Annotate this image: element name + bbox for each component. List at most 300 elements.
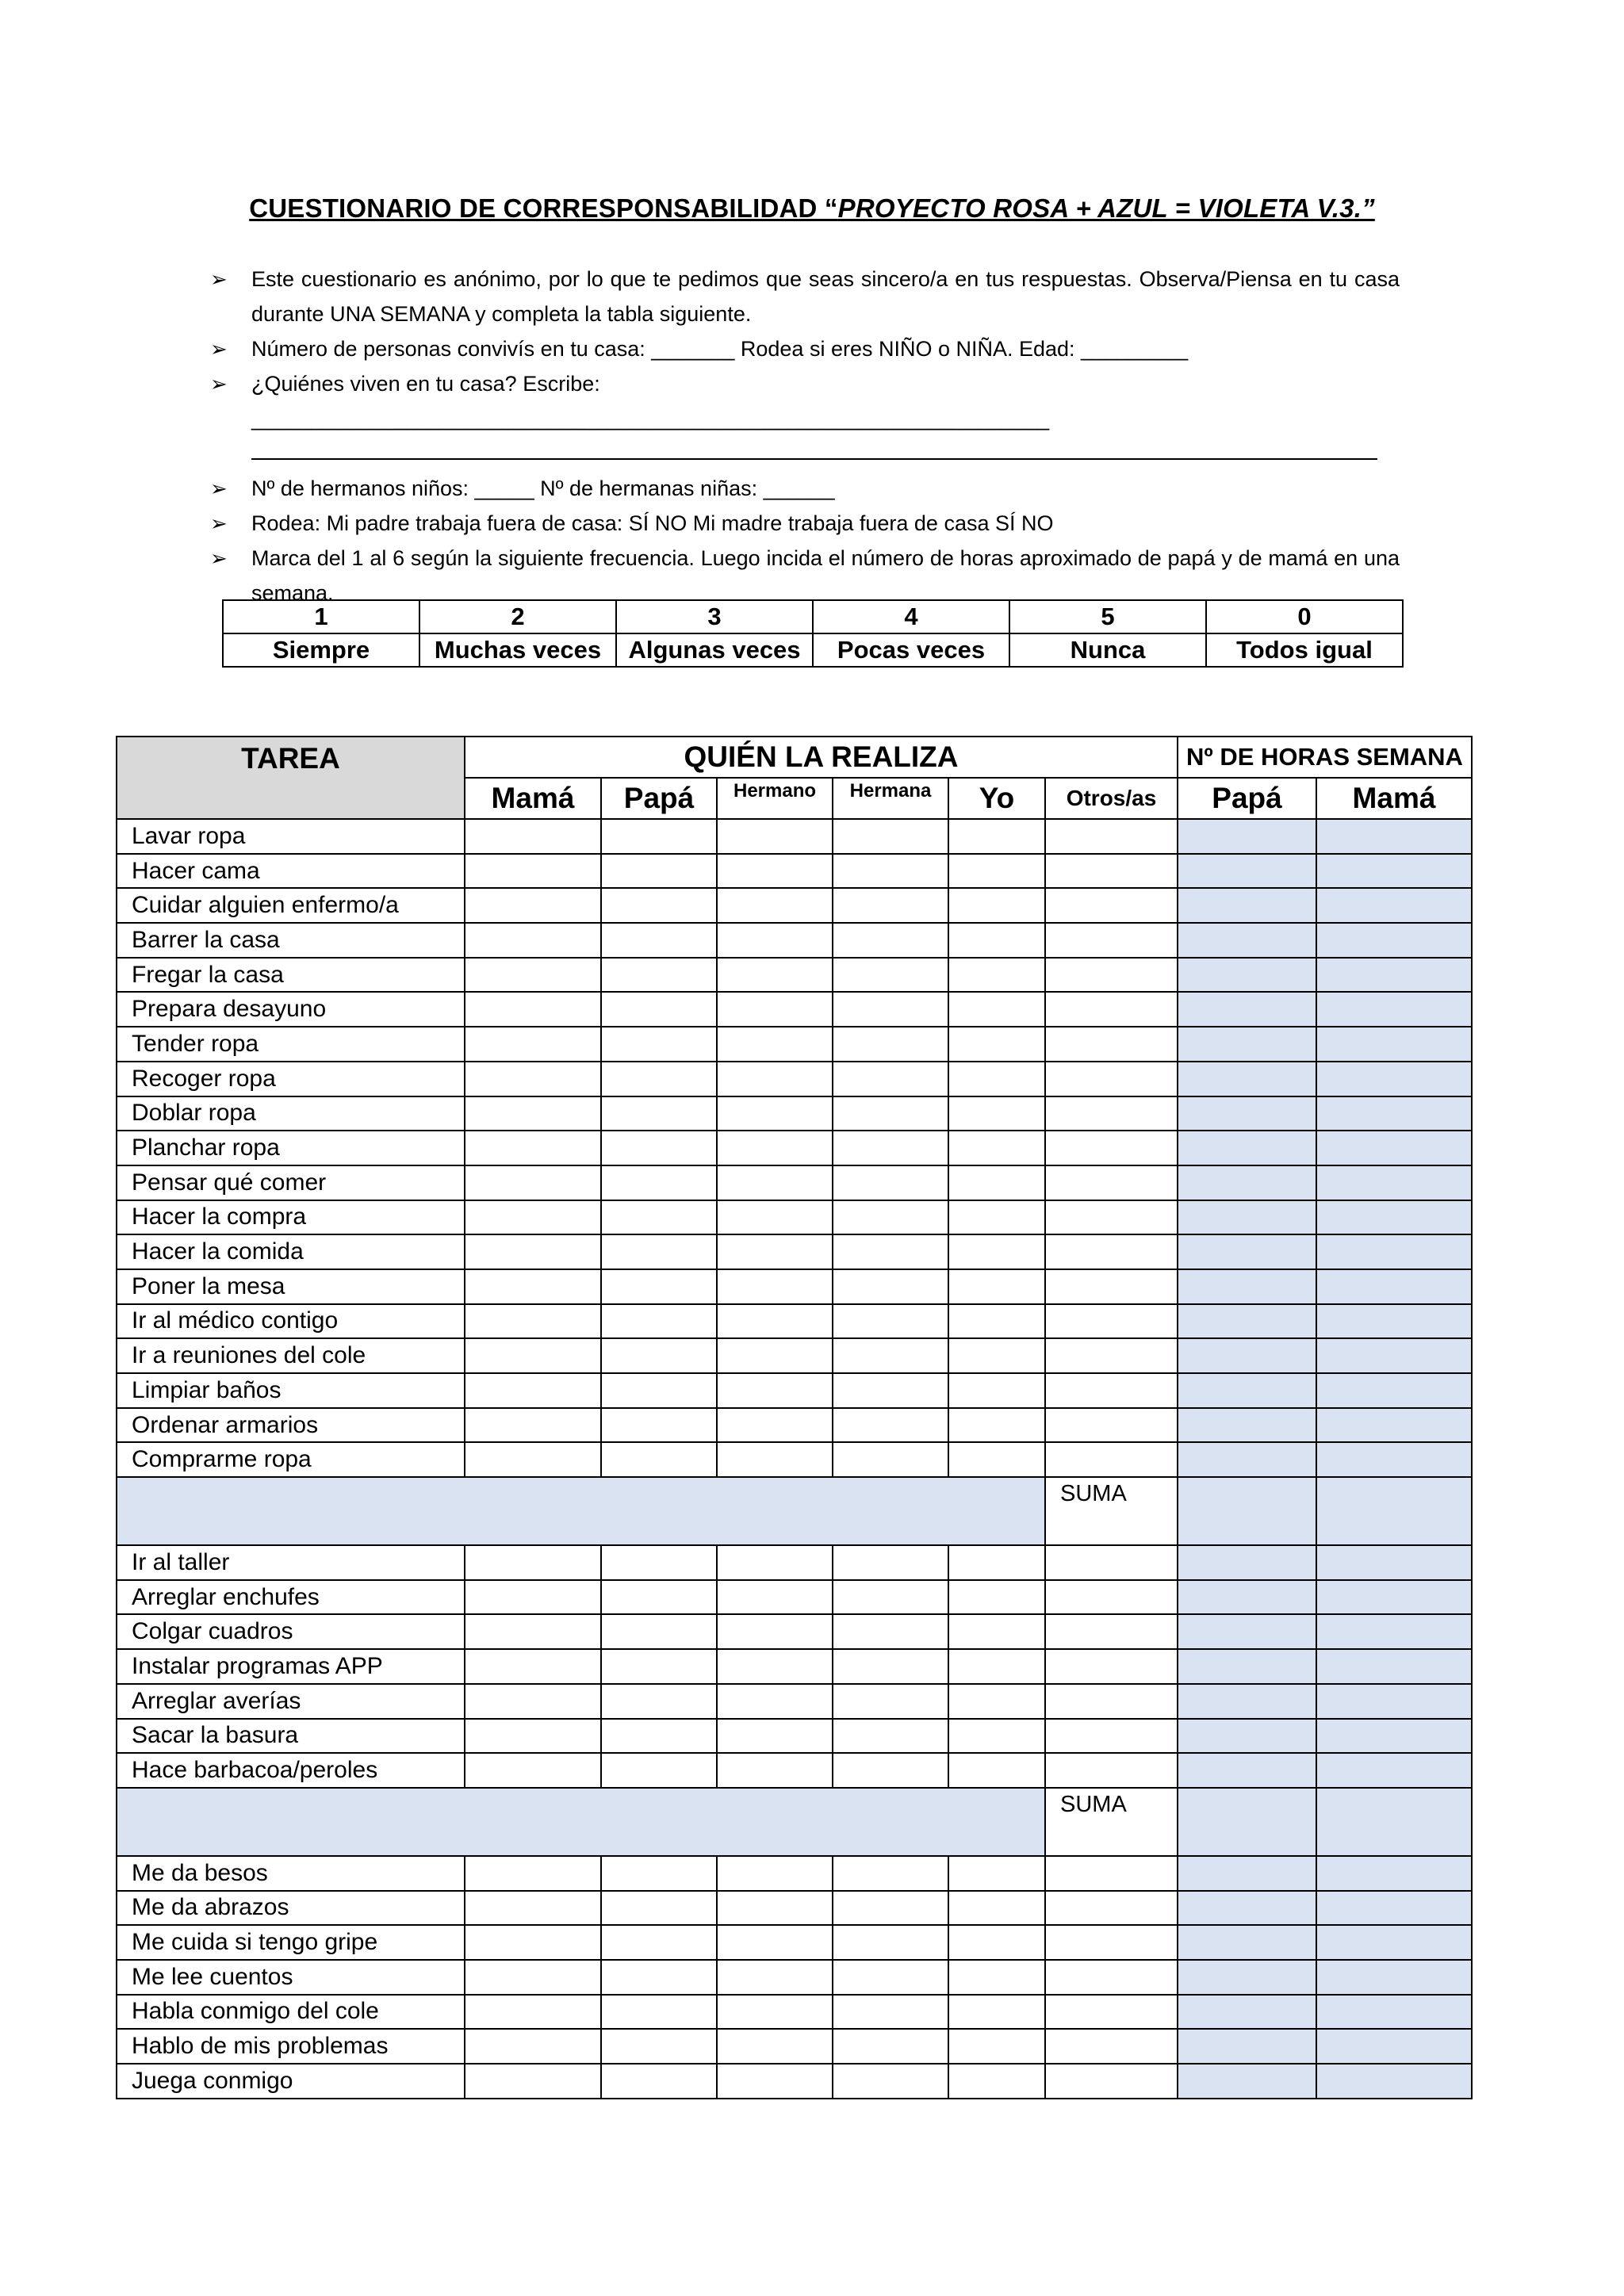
cell-otros[interactable] bbox=[1045, 1027, 1178, 1062]
cell-otros[interactable] bbox=[1045, 854, 1178, 889]
cell-hours-mama[interactable] bbox=[1316, 1165, 1472, 1200]
cell-hours-mama[interactable] bbox=[1316, 1234, 1472, 1269]
col-papa: Papá bbox=[601, 778, 717, 819]
cell-hours-mama[interactable] bbox=[1316, 1408, 1472, 1443]
cell-mama[interactable] bbox=[465, 1200, 601, 1235]
cell-papa[interactable] bbox=[601, 1856, 717, 1891]
cell-otros[interactable] bbox=[1045, 958, 1178, 993]
cell-papa[interactable] bbox=[601, 888, 717, 923]
table-row bbox=[117, 1545, 1472, 1580]
cell-hermano[interactable] bbox=[717, 1096, 833, 1131]
cell-papa[interactable] bbox=[601, 1442, 717, 1477]
cell-otros[interactable] bbox=[1045, 888, 1178, 923]
cell-yo[interactable] bbox=[948, 1891, 1045, 1926]
cell-papa[interactable] bbox=[601, 1649, 717, 1684]
cell-hours-papa[interactable] bbox=[1178, 1684, 1316, 1719]
cell-hermano[interactable] bbox=[717, 1960, 833, 1995]
cell-hermano[interactable] bbox=[717, 1925, 833, 1960]
cell-hours-papa[interactable] bbox=[1178, 1995, 1316, 2030]
cell-mama[interactable] bbox=[465, 819, 601, 854]
cell-hermano[interactable] bbox=[717, 1614, 833, 1649]
cell-hours-mama[interactable] bbox=[1316, 1925, 1472, 1960]
cell-yo[interactable] bbox=[948, 923, 1045, 958]
cell-hours-papa[interactable] bbox=[1178, 1719, 1316, 1754]
cell-yo[interactable] bbox=[948, 1165, 1045, 1200]
cell-hermana[interactable] bbox=[833, 2029, 948, 2064]
table-row bbox=[117, 1614, 1472, 1649]
cell-hours-mama[interactable] bbox=[1316, 958, 1472, 993]
cell-hours-papa[interactable] bbox=[1178, 958, 1316, 993]
cell-otros[interactable] bbox=[1045, 1925, 1178, 1960]
cell-mama[interactable] bbox=[465, 1234, 601, 1269]
cell-mama[interactable] bbox=[465, 1062, 601, 1096]
cell-otros[interactable] bbox=[1045, 2029, 1178, 2064]
cell-hours-papa[interactable] bbox=[1178, 1925, 1316, 1960]
cell-hours-papa[interactable] bbox=[1178, 1373, 1316, 1408]
cell-hours-mama[interactable] bbox=[1316, 1096, 1472, 1131]
cell-papa[interactable] bbox=[601, 1131, 717, 1165]
cell-hours-papa[interactable] bbox=[1178, 1304, 1316, 1339]
arrow-bullet-icon: ➢ bbox=[210, 546, 228, 570]
cell-hours-mama[interactable] bbox=[1316, 1753, 1472, 1788]
cell-papa[interactable] bbox=[601, 1684, 717, 1719]
table-row bbox=[117, 819, 1472, 854]
cell-hermana[interactable] bbox=[833, 1545, 948, 1580]
cell-hermano[interactable] bbox=[717, 1684, 833, 1719]
cell-hermano[interactable] bbox=[717, 1753, 833, 1788]
cell-otros[interactable] bbox=[1045, 1373, 1178, 1408]
cell-papa[interactable] bbox=[601, 1165, 717, 1200]
cell-hermano[interactable] bbox=[717, 1027, 833, 1062]
cell-hours-papa[interactable] bbox=[1178, 819, 1316, 854]
cell-yo[interactable] bbox=[948, 854, 1045, 889]
cell-yo[interactable] bbox=[948, 1269, 1045, 1304]
cell-hours-papa[interactable] bbox=[1178, 1580, 1316, 1615]
cell-hermano[interactable] bbox=[717, 1891, 833, 1926]
cell-hermana[interactable] bbox=[833, 1096, 948, 1131]
cell-mama[interactable] bbox=[465, 2064, 601, 2099]
cell-mama[interactable] bbox=[465, 1165, 601, 1200]
cell-papa[interactable] bbox=[601, 1925, 717, 1960]
cell-hermano[interactable] bbox=[717, 1856, 833, 1891]
cell-hermano[interactable] bbox=[717, 1580, 833, 1615]
cell-otros[interactable] bbox=[1045, 1753, 1178, 1788]
cell-papa[interactable] bbox=[601, 1408, 717, 1443]
cell-mama[interactable] bbox=[465, 1684, 601, 1719]
cell-yo[interactable] bbox=[948, 1442, 1045, 1477]
cell-hermana[interactable] bbox=[833, 958, 948, 993]
task-name: Ir al taller bbox=[117, 1545, 465, 1580]
cell-hermana[interactable] bbox=[833, 1269, 948, 1304]
cell-papa[interactable] bbox=[601, 992, 717, 1027]
col-mama: Mamá bbox=[465, 778, 601, 819]
table-row bbox=[117, 1131, 1472, 1165]
cell-hermano[interactable] bbox=[717, 854, 833, 889]
cell-otros[interactable] bbox=[1045, 1891, 1178, 1926]
cell-hermana[interactable] bbox=[833, 992, 948, 1027]
cell-yo[interactable] bbox=[948, 1408, 1045, 1443]
cell-hermana[interactable] bbox=[833, 1027, 948, 1062]
cell-hours-mama[interactable] bbox=[1316, 1269, 1472, 1304]
cell-mama[interactable] bbox=[465, 1408, 601, 1443]
cell-otros[interactable] bbox=[1045, 1234, 1178, 1269]
col-hermano: Hermano bbox=[717, 778, 833, 819]
cell-otros[interactable] bbox=[1045, 1096, 1178, 1131]
cell-hermano[interactable] bbox=[717, 1373, 833, 1408]
col-hermana: Hermana bbox=[833, 778, 948, 819]
cell-hours-papa[interactable] bbox=[1178, 1027, 1316, 1062]
suma-hours-papa[interactable] bbox=[1178, 1788, 1316, 1856]
cell-otros[interactable] bbox=[1045, 1995, 1178, 2030]
cell-hours-mama[interactable] bbox=[1316, 1442, 1472, 1477]
cell-hours-mama[interactable] bbox=[1316, 819, 1472, 854]
cell-hours-mama[interactable] bbox=[1316, 992, 1472, 1027]
cell-mama[interactable] bbox=[465, 854, 601, 889]
cell-hermano[interactable] bbox=[717, 1234, 833, 1269]
cell-hermano[interactable] bbox=[717, 1719, 833, 1754]
cell-hours-mama[interactable] bbox=[1316, 1131, 1472, 1165]
cell-hours-papa[interactable] bbox=[1178, 992, 1316, 1027]
cell-hours-mama[interactable] bbox=[1316, 2064, 1472, 2099]
cell-papa[interactable] bbox=[601, 1373, 717, 1408]
cell-yo[interactable] bbox=[948, 1925, 1045, 1960]
cell-hours-papa[interactable] bbox=[1178, 1338, 1316, 1373]
cell-yo[interactable] bbox=[948, 1027, 1045, 1062]
cell-hermana[interactable] bbox=[833, 819, 948, 854]
freq-label: Pocas veces bbox=[813, 633, 1009, 667]
suma-hours-mama[interactable] bbox=[1316, 1477, 1472, 1545]
frequency-legend bbox=[222, 599, 1404, 668]
cell-otros[interactable] bbox=[1045, 1960, 1178, 1995]
cell-yo[interactable] bbox=[948, 1304, 1045, 1339]
cell-hours-mama[interactable] bbox=[1316, 1719, 1472, 1754]
cell-hours-mama[interactable] bbox=[1316, 1200, 1472, 1235]
cell-hermana[interactable] bbox=[833, 1408, 948, 1443]
cell-papa[interactable] bbox=[601, 1753, 717, 1788]
cell-hours-mama[interactable] bbox=[1316, 1373, 1472, 1408]
cell-hours-papa[interactable] bbox=[1178, 1165, 1316, 1200]
cell-mama[interactable] bbox=[465, 1719, 601, 1754]
cell-hours-mama[interactable] bbox=[1316, 1856, 1472, 1891]
cell-hermano[interactable] bbox=[717, 923, 833, 958]
cell-hermano[interactable] bbox=[717, 1649, 833, 1684]
cell-otros[interactable] bbox=[1045, 2064, 1178, 2099]
cell-hours-mama[interactable] bbox=[1316, 1580, 1472, 1615]
cell-hours-papa[interactable] bbox=[1178, 1753, 1316, 1788]
freq-number: 5 bbox=[1009, 600, 1206, 633]
cell-hermana[interactable] bbox=[833, 2064, 948, 2099]
cell-mama[interactable] bbox=[465, 1442, 601, 1477]
cell-hermana[interactable] bbox=[833, 1304, 948, 1339]
cell-hours-mama[interactable] bbox=[1316, 1891, 1472, 1926]
cell-papa[interactable] bbox=[601, 854, 717, 889]
cell-hermana[interactable] bbox=[833, 1753, 948, 1788]
cell-hermana[interactable] bbox=[833, 1925, 948, 1960]
cell-hermano[interactable] bbox=[717, 1062, 833, 1096]
cell-hours-mama[interactable] bbox=[1316, 1960, 1472, 1995]
cell-hours-mama[interactable] bbox=[1316, 1062, 1472, 1096]
cell-papa[interactable] bbox=[601, 1304, 717, 1339]
cell-yo[interactable] bbox=[948, 1200, 1045, 1235]
cell-hermana[interactable] bbox=[833, 1373, 948, 1408]
cell-papa[interactable] bbox=[601, 1234, 717, 1269]
cell-yo[interactable] bbox=[948, 1649, 1045, 1684]
cell-otros[interactable] bbox=[1045, 1442, 1178, 1477]
cell-hours-papa[interactable] bbox=[1178, 1614, 1316, 1649]
cell-otros[interactable] bbox=[1045, 923, 1178, 958]
cell-papa[interactable] bbox=[601, 1027, 717, 1062]
cell-mama[interactable] bbox=[465, 1995, 601, 2030]
cell-yo[interactable] bbox=[948, 1753, 1045, 1788]
cell-hours-papa[interactable] bbox=[1178, 2029, 1316, 2064]
cell-hours-papa[interactable] bbox=[1178, 1096, 1316, 1131]
cell-mama[interactable] bbox=[465, 1614, 601, 1649]
cell-hermana[interactable] bbox=[833, 888, 948, 923]
cell-hermano[interactable] bbox=[717, 1545, 833, 1580]
cell-otros[interactable] bbox=[1045, 1580, 1178, 1615]
cell-mama[interactable] bbox=[465, 1580, 601, 1615]
cell-hermana[interactable] bbox=[833, 1338, 948, 1373]
cell-hermana[interactable] bbox=[833, 1062, 948, 1096]
cell-hours-papa[interactable] bbox=[1178, 1649, 1316, 1684]
task-name: Fregar la casa bbox=[117, 958, 465, 993]
cell-hours-papa[interactable] bbox=[1178, 854, 1316, 889]
cell-otros[interactable] bbox=[1045, 1304, 1178, 1339]
cell-hermano[interactable] bbox=[717, 958, 833, 993]
cell-hermano[interactable] bbox=[717, 1304, 833, 1339]
cell-otros[interactable] bbox=[1045, 819, 1178, 854]
cell-hermana[interactable] bbox=[833, 1856, 948, 1891]
cell-hours-mama[interactable] bbox=[1316, 923, 1472, 958]
cell-otros[interactable] bbox=[1045, 1165, 1178, 1200]
cell-hermana[interactable] bbox=[833, 1719, 948, 1754]
cell-papa[interactable] bbox=[601, 1580, 717, 1615]
task-name: Arreglar averías bbox=[117, 1684, 465, 1719]
cell-yo[interactable] bbox=[948, 1580, 1045, 1615]
cell-mama[interactable] bbox=[465, 1856, 601, 1891]
cell-hermano[interactable] bbox=[717, 1338, 833, 1373]
cell-otros[interactable] bbox=[1045, 1719, 1178, 1754]
cell-hours-papa[interactable] bbox=[1178, 1891, 1316, 1926]
arrow-bullet-icon: ➢ bbox=[210, 337, 228, 361]
cell-hours-mama[interactable] bbox=[1316, 1338, 1472, 1373]
cell-papa[interactable] bbox=[601, 923, 717, 958]
cell-yo[interactable] bbox=[948, 1062, 1045, 1096]
table-row bbox=[117, 1649, 1472, 1684]
table-row bbox=[117, 1269, 1472, 1304]
cell-papa[interactable] bbox=[601, 1062, 717, 1096]
cell-mama[interactable] bbox=[465, 1304, 601, 1339]
cell-hours-mama[interactable] bbox=[1316, 1304, 1472, 1339]
cell-hours-mama[interactable] bbox=[1316, 888, 1472, 923]
cell-papa[interactable] bbox=[601, 1338, 717, 1373]
cell-hours-mama[interactable] bbox=[1316, 1684, 1472, 1719]
cell-otros[interactable] bbox=[1045, 1131, 1178, 1165]
cell-hours-papa[interactable] bbox=[1178, 1062, 1316, 1096]
table-row bbox=[117, 854, 1472, 889]
cell-otros[interactable] bbox=[1045, 1856, 1178, 1891]
cell-hours-papa[interactable] bbox=[1178, 1269, 1316, 1304]
cell-hermana[interactable] bbox=[833, 1960, 948, 1995]
cell-mama[interactable] bbox=[465, 1891, 601, 1926]
cell-mama[interactable] bbox=[465, 1545, 601, 1580]
cell-mama[interactable] bbox=[465, 1131, 601, 1165]
cell-yo[interactable] bbox=[948, 992, 1045, 1027]
cell-hermana[interactable] bbox=[833, 1891, 948, 1926]
cell-hermano[interactable] bbox=[717, 992, 833, 1027]
cell-yo[interactable] bbox=[948, 958, 1045, 993]
cell-hermana[interactable] bbox=[833, 1165, 948, 1200]
arrow-bullet-icon: ➢ bbox=[210, 267, 228, 291]
cell-hermano[interactable] bbox=[717, 1995, 833, 2030]
cell-hermano[interactable] bbox=[717, 1269, 833, 1304]
cell-otros[interactable] bbox=[1045, 1200, 1178, 1235]
cell-hours-mama[interactable] bbox=[1316, 2029, 1472, 2064]
cell-hours-papa[interactable] bbox=[1178, 1408, 1316, 1443]
cell-hours-papa[interactable] bbox=[1178, 888, 1316, 923]
freq-label: Nunca bbox=[1009, 633, 1206, 667]
cell-papa[interactable] bbox=[601, 958, 717, 993]
cell-papa[interactable] bbox=[601, 1096, 717, 1131]
cell-hermana[interactable] bbox=[833, 1234, 948, 1269]
cell-papa[interactable] bbox=[601, 819, 717, 854]
cell-otros[interactable] bbox=[1045, 1062, 1178, 1096]
cell-yo[interactable] bbox=[948, 1995, 1045, 2030]
cell-papa[interactable] bbox=[601, 2029, 717, 2064]
cell-papa[interactable] bbox=[601, 1545, 717, 1580]
cell-yo[interactable] bbox=[948, 1131, 1045, 1165]
cell-yo[interactable] bbox=[948, 888, 1045, 923]
cell-mama[interactable] bbox=[465, 2029, 601, 2064]
cell-yo[interactable] bbox=[948, 819, 1045, 854]
cell-mama[interactable] bbox=[465, 1269, 601, 1304]
suma-hours-papa[interactable] bbox=[1178, 1477, 1316, 1545]
cell-hours-papa[interactable] bbox=[1178, 1545, 1316, 1580]
task-name: Ordenar armarios bbox=[117, 1408, 465, 1443]
cell-mama[interactable] bbox=[465, 992, 601, 1027]
cell-otros[interactable] bbox=[1045, 1684, 1178, 1719]
cell-hermano[interactable] bbox=[717, 1200, 833, 1235]
cell-hours-mama[interactable] bbox=[1316, 1995, 1472, 2030]
cell-mama[interactable] bbox=[465, 1649, 601, 1684]
cell-hours-mama[interactable] bbox=[1316, 854, 1472, 889]
cell-hermana[interactable] bbox=[833, 1995, 948, 2030]
cell-hermana[interactable] bbox=[833, 1200, 948, 1235]
cell-papa[interactable] bbox=[601, 1995, 717, 2030]
cell-otros[interactable] bbox=[1045, 1545, 1178, 1580]
cell-mama[interactable] bbox=[465, 888, 601, 923]
cell-yo[interactable] bbox=[948, 1096, 1045, 1131]
arrow-bullet-icon: ➢ bbox=[210, 372, 228, 396]
cell-hermana[interactable] bbox=[833, 1442, 948, 1477]
cell-yo[interactable] bbox=[948, 1373, 1045, 1408]
cell-hours-papa[interactable] bbox=[1178, 1856, 1316, 1891]
cell-papa[interactable] bbox=[601, 1269, 717, 1304]
cell-yo[interactable] bbox=[948, 1234, 1045, 1269]
cell-hermana[interactable] bbox=[833, 1684, 948, 1719]
cell-otros[interactable] bbox=[1045, 1408, 1178, 1443]
cell-yo[interactable] bbox=[948, 2064, 1045, 2099]
col-hours-papa: Papá bbox=[1178, 778, 1316, 819]
cell-yo[interactable] bbox=[948, 1614, 1045, 1649]
table-row bbox=[117, 1960, 1472, 1995]
cell-hours-papa[interactable] bbox=[1178, 1200, 1316, 1235]
cell-mama[interactable] bbox=[465, 1960, 601, 1995]
cell-hours-mama[interactable] bbox=[1316, 1545, 1472, 1580]
cell-otros[interactable] bbox=[1045, 1649, 1178, 1684]
cell-hermano[interactable] bbox=[717, 2064, 833, 2099]
cell-hours-mama[interactable] bbox=[1316, 1614, 1472, 1649]
bullet-people-text: Número de personas convivís en tu casa: _______ Rodea si eres NIÑO o NIÑA. Edad: _________ bbox=[251, 337, 1189, 361]
cell-otros[interactable] bbox=[1045, 1269, 1178, 1304]
cell-hours-mama[interactable] bbox=[1316, 1027, 1472, 1062]
task-name: Hablo de mis problemas bbox=[117, 2029, 465, 2064]
cell-papa[interactable] bbox=[601, 1200, 717, 1235]
cell-papa[interactable] bbox=[601, 1614, 717, 1649]
cell-hermana[interactable] bbox=[833, 1614, 948, 1649]
cell-mama[interactable] bbox=[465, 1753, 601, 1788]
freq-number: 3 bbox=[616, 600, 813, 633]
cell-hermano[interactable] bbox=[717, 819, 833, 854]
task-name: Hacer cama bbox=[117, 854, 465, 889]
cell-yo[interactable] bbox=[948, 1856, 1045, 1891]
cell-mama[interactable] bbox=[465, 1373, 601, 1408]
cell-hours-papa[interactable] bbox=[1178, 923, 1316, 958]
cell-hours-papa[interactable] bbox=[1178, 1131, 1316, 1165]
cell-mama[interactable] bbox=[465, 1027, 601, 1062]
cell-hermano[interactable] bbox=[717, 1408, 833, 1443]
cell-hermano[interactable] bbox=[717, 2029, 833, 2064]
cell-hours-papa[interactable] bbox=[1178, 1442, 1316, 1477]
cell-yo[interactable] bbox=[948, 1545, 1045, 1580]
cell-otros[interactable] bbox=[1045, 1614, 1178, 1649]
cell-mama[interactable] bbox=[465, 923, 601, 958]
cell-mama[interactable] bbox=[465, 1096, 601, 1131]
task-name: Instalar programas APP bbox=[117, 1649, 465, 1684]
cell-hermana[interactable] bbox=[833, 1131, 948, 1165]
cell-yo[interactable] bbox=[948, 2029, 1045, 2064]
cell-yo[interactable] bbox=[948, 1684, 1045, 1719]
cell-hermana[interactable] bbox=[833, 854, 948, 889]
cell-mama[interactable] bbox=[465, 958, 601, 993]
cell-hermano[interactable] bbox=[717, 1131, 833, 1165]
cell-hermano[interactable] bbox=[717, 1442, 833, 1477]
cell-hermano[interactable] bbox=[717, 1165, 833, 1200]
cell-hours-mama[interactable] bbox=[1316, 1649, 1472, 1684]
cell-otros[interactable] bbox=[1045, 992, 1178, 1027]
cell-papa[interactable] bbox=[601, 1891, 717, 1926]
cell-hours-papa[interactable] bbox=[1178, 1234, 1316, 1269]
cell-hermana[interactable] bbox=[833, 1649, 948, 1684]
cell-mama[interactable] bbox=[465, 1925, 601, 1960]
suma-hours-mama[interactable] bbox=[1316, 1788, 1472, 1856]
cell-hermana[interactable] bbox=[833, 923, 948, 958]
cell-mama[interactable] bbox=[465, 1338, 601, 1373]
cell-otros[interactable] bbox=[1045, 1338, 1178, 1373]
cell-papa[interactable] bbox=[601, 2064, 717, 2099]
cell-hermano[interactable] bbox=[717, 888, 833, 923]
cell-papa[interactable] bbox=[601, 1960, 717, 1995]
cell-papa[interactable] bbox=[601, 1719, 717, 1754]
cell-hours-papa[interactable] bbox=[1178, 2064, 1316, 2099]
cell-yo[interactable] bbox=[948, 1960, 1045, 1995]
table-row bbox=[117, 992, 1472, 1027]
cell-hours-papa[interactable] bbox=[1178, 1960, 1316, 1995]
cell-yo[interactable] bbox=[948, 1719, 1045, 1754]
cell-yo[interactable] bbox=[948, 1338, 1045, 1373]
cell-hermana[interactable] bbox=[833, 1580, 948, 1615]
task-name: Colgar cuadros bbox=[117, 1614, 465, 1649]
